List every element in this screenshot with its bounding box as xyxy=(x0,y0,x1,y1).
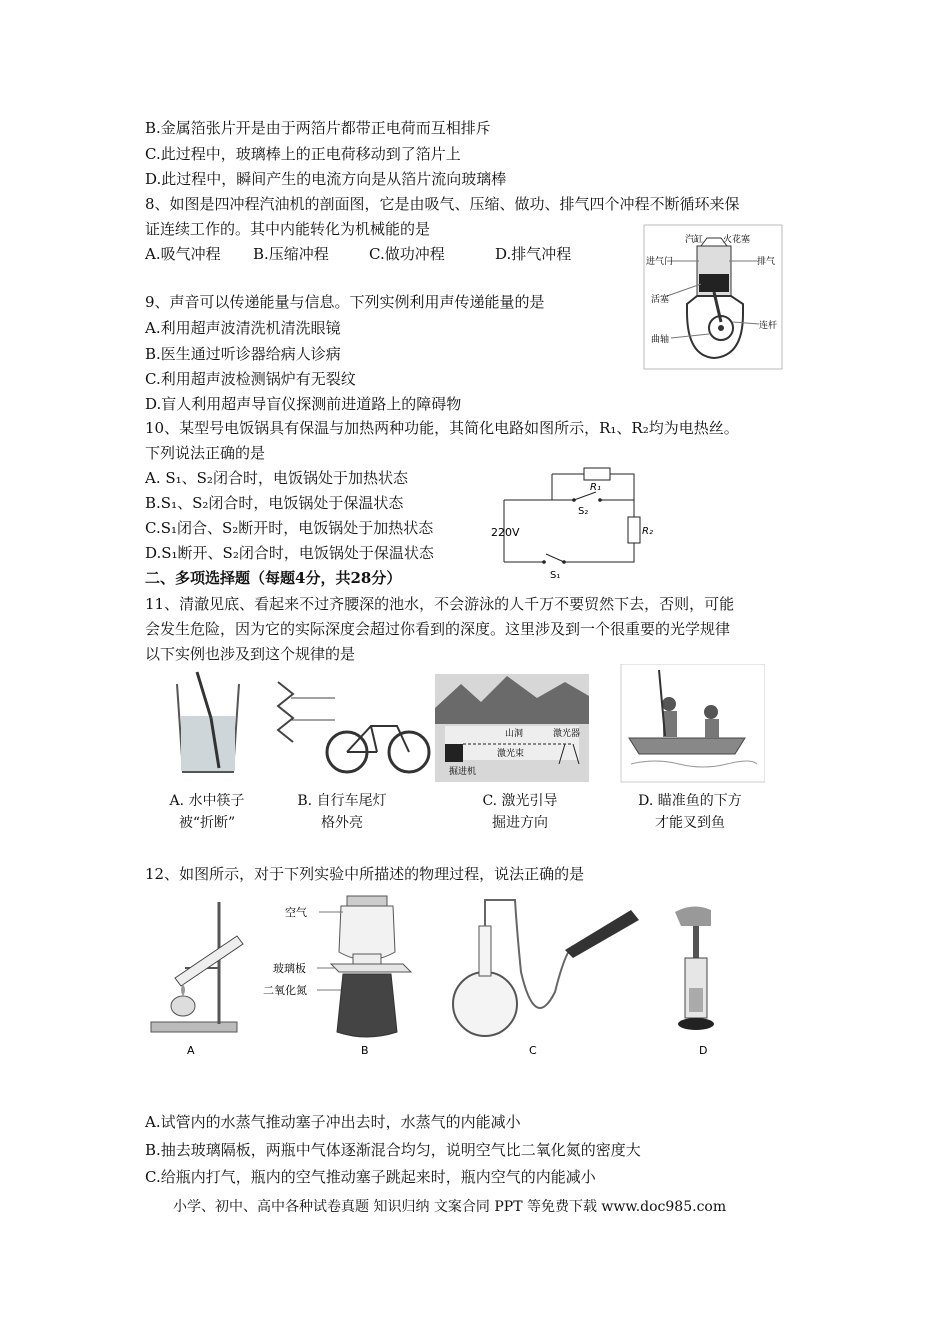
q7-option-b: B.金属箔张片开是由于两箔片都带正电荷而互相排斥 xyxy=(145,119,491,137)
fire-syringe-figure xyxy=(675,906,714,1057)
circuit-diagram xyxy=(486,462,654,584)
label-r2: R₂ xyxy=(642,526,653,537)
q7-option-d: D.此过程中，瞬间产生的电流方向是从箔片流向玻璃棒 xyxy=(145,170,507,188)
resistor-r1 xyxy=(584,468,610,480)
q11-stem-line3: 以下实例也涉及到这个规律的是 xyxy=(145,645,356,663)
label-r1: R₁ xyxy=(590,482,601,493)
q8-option-a: A.吸气冲程 xyxy=(145,245,221,263)
label-b: B xyxy=(361,1044,369,1057)
engine-diagram xyxy=(643,224,783,370)
q10-stem-line1: 10、某型号电饭锅具有保温与加热两种功能，其简化电路如图所示，R₁、R₂均为电热丝。 xyxy=(145,419,739,437)
flask-pump-figure xyxy=(453,900,639,1057)
label-d: D xyxy=(699,1044,708,1057)
q10-option-d: D.S₁断开、S₂闭合时，电饭锅处于保温状态 xyxy=(145,544,434,562)
q9-stem: 9、声音可以传递能量与信息。下列实例利用声传递能量的是 xyxy=(145,293,545,311)
label-machine: 掘进机 xyxy=(449,767,477,777)
switch-s1 xyxy=(546,554,564,562)
label-rod: 连杆 xyxy=(759,321,778,331)
label-c: C xyxy=(529,1044,537,1057)
q8-stem-line1: 8、如图是四冲程汽油机的剖面图，它是由吸气、压缩、做功、排气四个冲程不断循环来保 xyxy=(145,195,740,213)
label-exhaust: 排气 xyxy=(757,257,776,267)
q11-stem-line1: 11、清澈见底、看起来不过齐腰深的池水，不会游泳的人千万不要贸然下去，否则，可能 xyxy=(145,595,735,613)
label-s1: S₁ xyxy=(550,570,561,581)
q11-caption-c: C. 激光引导 掘进方向 xyxy=(482,793,558,831)
q11-caption-b: B. 自行车尾灯 格外亮 xyxy=(297,793,387,831)
label-laser: 激光器 xyxy=(553,729,581,739)
test-tube-stand-figure xyxy=(151,902,243,1057)
q12-figures xyxy=(145,892,735,1062)
q12-option-c: C.给瓶内打气，瓶内的空气推动塞子跳起来时，瓶内空气的内能减小 xyxy=(145,1168,596,1186)
q11-caption-d: D. 瞄准鱼的下方 才能叉到鱼 xyxy=(638,793,742,831)
q8-option-c: C.做功冲程 xyxy=(369,245,445,263)
label-intake: 进气门 xyxy=(646,257,674,267)
laser-tunnel-figure xyxy=(435,674,589,782)
q11-figures xyxy=(145,664,765,786)
q9-option-c: C.利用超声波检测锅炉有无裂纹 xyxy=(145,370,356,388)
q10-stem-line2: 下列说法正确的是 xyxy=(145,444,266,462)
q8-option-d: D.排气冲程 xyxy=(495,245,572,263)
label-air: 空气 xyxy=(285,906,307,919)
label-cave: 山洞 xyxy=(505,729,524,739)
q12-stem: 12、如图所示，对于下列实验中所描述的物理过程，说法正确的是 xyxy=(145,865,585,883)
q11-caption-a: A. 水中筷子 被“折断” xyxy=(169,793,245,831)
label-a: A xyxy=(187,1044,195,1057)
fishing-boat-figure xyxy=(621,664,765,782)
resistor-r2 xyxy=(628,517,640,543)
q10-option-c: C.S₁闭合、S₂断开时，电饭锅处于加热状态 xyxy=(145,519,434,537)
label-no2: 二氧化氮 xyxy=(263,984,307,997)
switch-s2 xyxy=(574,492,596,500)
label-beam: 激光束 xyxy=(497,749,525,759)
chopstick-glass-figure xyxy=(177,672,239,772)
q9-option-a: A.利用超声波清洗机清洗眼镜 xyxy=(145,319,341,337)
q9-option-d: D.盲人利用超声导盲仪探测前进道路上的障碍物 xyxy=(145,395,462,413)
q8-option-b: B.压缩冲程 xyxy=(253,245,329,263)
q12-option-b: B.抽去玻璃隔板，两瓶中气体逐渐混合均匀，说明空气比二氧化氮的密度大 xyxy=(145,1141,641,1159)
q8-stem-line2: 证连续工作的。其中内能转化为机械能的是 xyxy=(145,220,431,238)
q9-option-b: B.医生通过听诊器给病人诊病 xyxy=(145,345,341,363)
label-s2: S₂ xyxy=(578,506,589,517)
q11-stem-line2: 会发生危险，因为它的实际深度会超过你看到的深度。这里涉及到一个很重要的光学规律 xyxy=(145,620,731,638)
label-220v: 220V xyxy=(491,526,520,539)
piston-shape xyxy=(699,274,729,292)
label-piston: 活塞 xyxy=(651,295,670,305)
q7-option-c: C.此过程中，玻璃棒上的正电荷移动到了箔片上 xyxy=(145,145,461,163)
bicycle-taillight-figure xyxy=(278,682,429,772)
section2-heading: 二、多项选择题（每题4分，共28分） xyxy=(145,569,402,587)
gas-diffusion-figure xyxy=(263,896,411,1057)
q10-option-a: A. S₁、S₂闭合时，电饭锅处于加热状态 xyxy=(145,469,408,487)
q10-option-b: B.S₁、S₂闭合时，电饭锅处于保温状态 xyxy=(145,494,404,512)
label-glass: 玻璃板 xyxy=(273,962,306,975)
q12-option-a: A.试管内的水蒸气推动塞子冲出去时，水蒸气的内能减小 xyxy=(145,1113,521,1131)
page-footer: 小学、初中、高中各种试卷真题 知识归纳 文案合同 PPT 等免费下载 www.doc985.com xyxy=(173,1199,727,1215)
label-crank: 曲轴 xyxy=(651,335,670,345)
label-cylinder: 汽缸 xyxy=(685,235,704,245)
label-spark-plug: 火花塞 xyxy=(723,235,751,245)
